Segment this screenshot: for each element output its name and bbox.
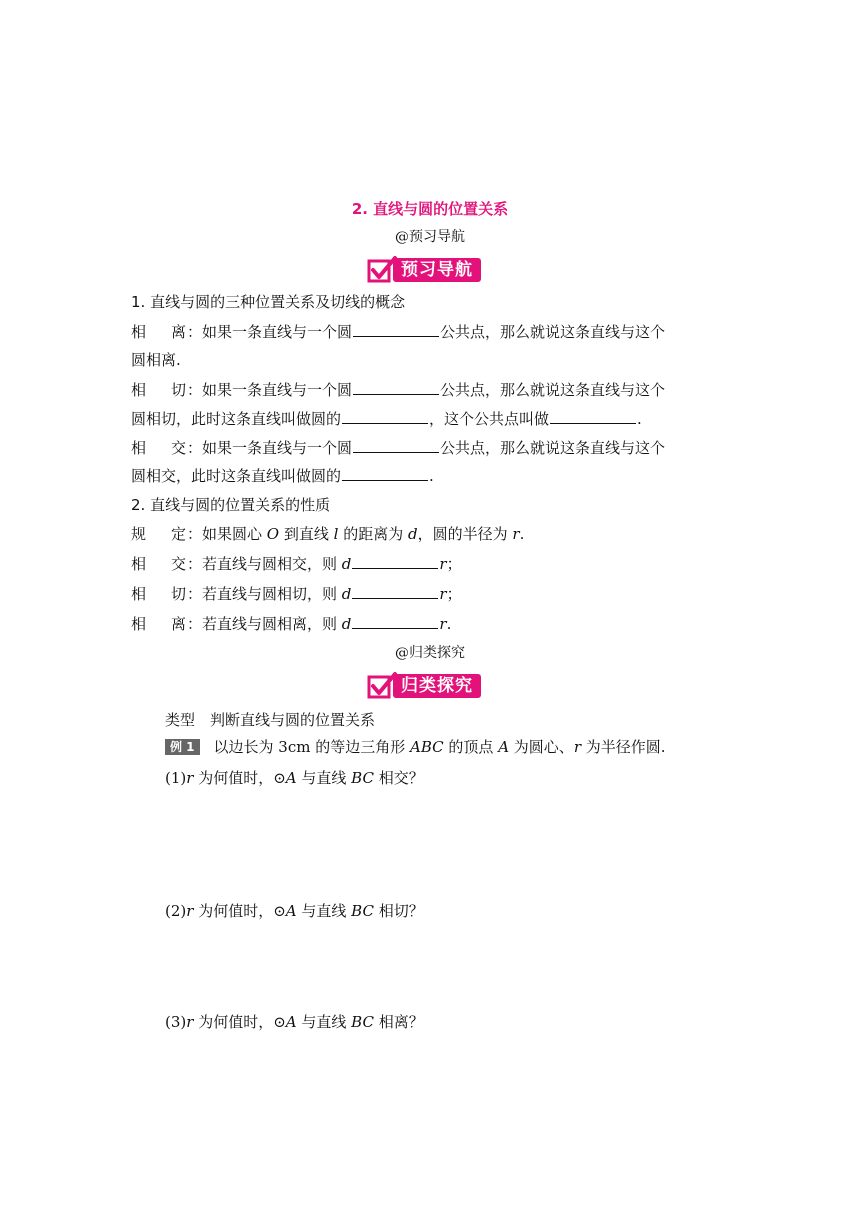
answer-blank[interactable] [550, 409, 636, 424]
answer-blank[interactable] [353, 322, 439, 337]
question-2: (2)r 为何值时，⊙A 与直线 BC 相切？ [165, 902, 424, 920]
section-1-heading: 1. 直线与圆的三种位置关系及切线的概念 [131, 293, 406, 311]
s1-item-separate: 相 离：如果一条直线与一个圆 公共点，那么就说这条直线与这个 [131, 323, 666, 341]
s1-item-intersect: 相 交：如果一条直线与一个圆 公共点，那么就说这条直线与这个 [131, 439, 666, 457]
s2-item-tangent: 相 切：若直线与圆相切，则 d r； [131, 585, 462, 603]
s1-item-separate-cont: 圆相离. [131, 351, 181, 369]
answer-blank[interactable] [352, 554, 438, 569]
explore-tag: @归类探究 [395, 645, 465, 661]
s1-item-tangent-cont: 圆相切，此时这条直线叫做圆的 ，这个公共点叫做 . [131, 410, 642, 428]
answer-blank[interactable] [352, 614, 438, 629]
preview-banner [367, 256, 481, 284]
example-tag: 例 1 [165, 739, 200, 755]
page-title: 2. 直线与圆的位置关系 [351, 200, 509, 218]
s2-item-intersect: 相 交：若直线与圆相交，则 d r； [131, 555, 462, 573]
s1-item-intersect-cont: 圆相交，此时这条直线叫做圆的 . [131, 467, 434, 485]
explore-banner-label: 归类探究 [393, 674, 481, 698]
preview-banner-label: 预习导航 [393, 258, 481, 282]
explore-banner [367, 672, 481, 700]
answer-blank[interactable] [353, 380, 439, 395]
example-1: 例 1 以边长为 3cm 的等边三角形 ABC 的顶点 A 为圆心、r 为半径作圆. [165, 737, 666, 757]
s2-rule: 规 定：如果圆心 O 到直线 l 的距离为 d，圆的半径为 r. [131, 525, 525, 543]
s2-item-separate: 相 离：若直线与圆相离，则 d r. [131, 615, 452, 633]
question-1: (1)r 为何值时，⊙A 与直线 BC 相交？ [165, 769, 424, 787]
answer-blank[interactable] [342, 409, 428, 424]
preview-tag: @预习导航 [395, 229, 465, 245]
question-3: (3)r 为何值时，⊙A 与直线 BC 相离？ [165, 1013, 424, 1031]
s1-item-tangent: 相 切：如果一条直线与一个圆 公共点，那么就说这条直线与这个 [131, 381, 666, 399]
answer-blank[interactable] [353, 438, 439, 453]
answer-blank[interactable] [342, 466, 428, 481]
section-2-heading: 2. 直线与圆的位置关系的性质 [131, 496, 331, 514]
answer-blank[interactable] [352, 584, 438, 599]
type-heading: 类型 判断直线与圆的位置关系 [165, 711, 376, 729]
